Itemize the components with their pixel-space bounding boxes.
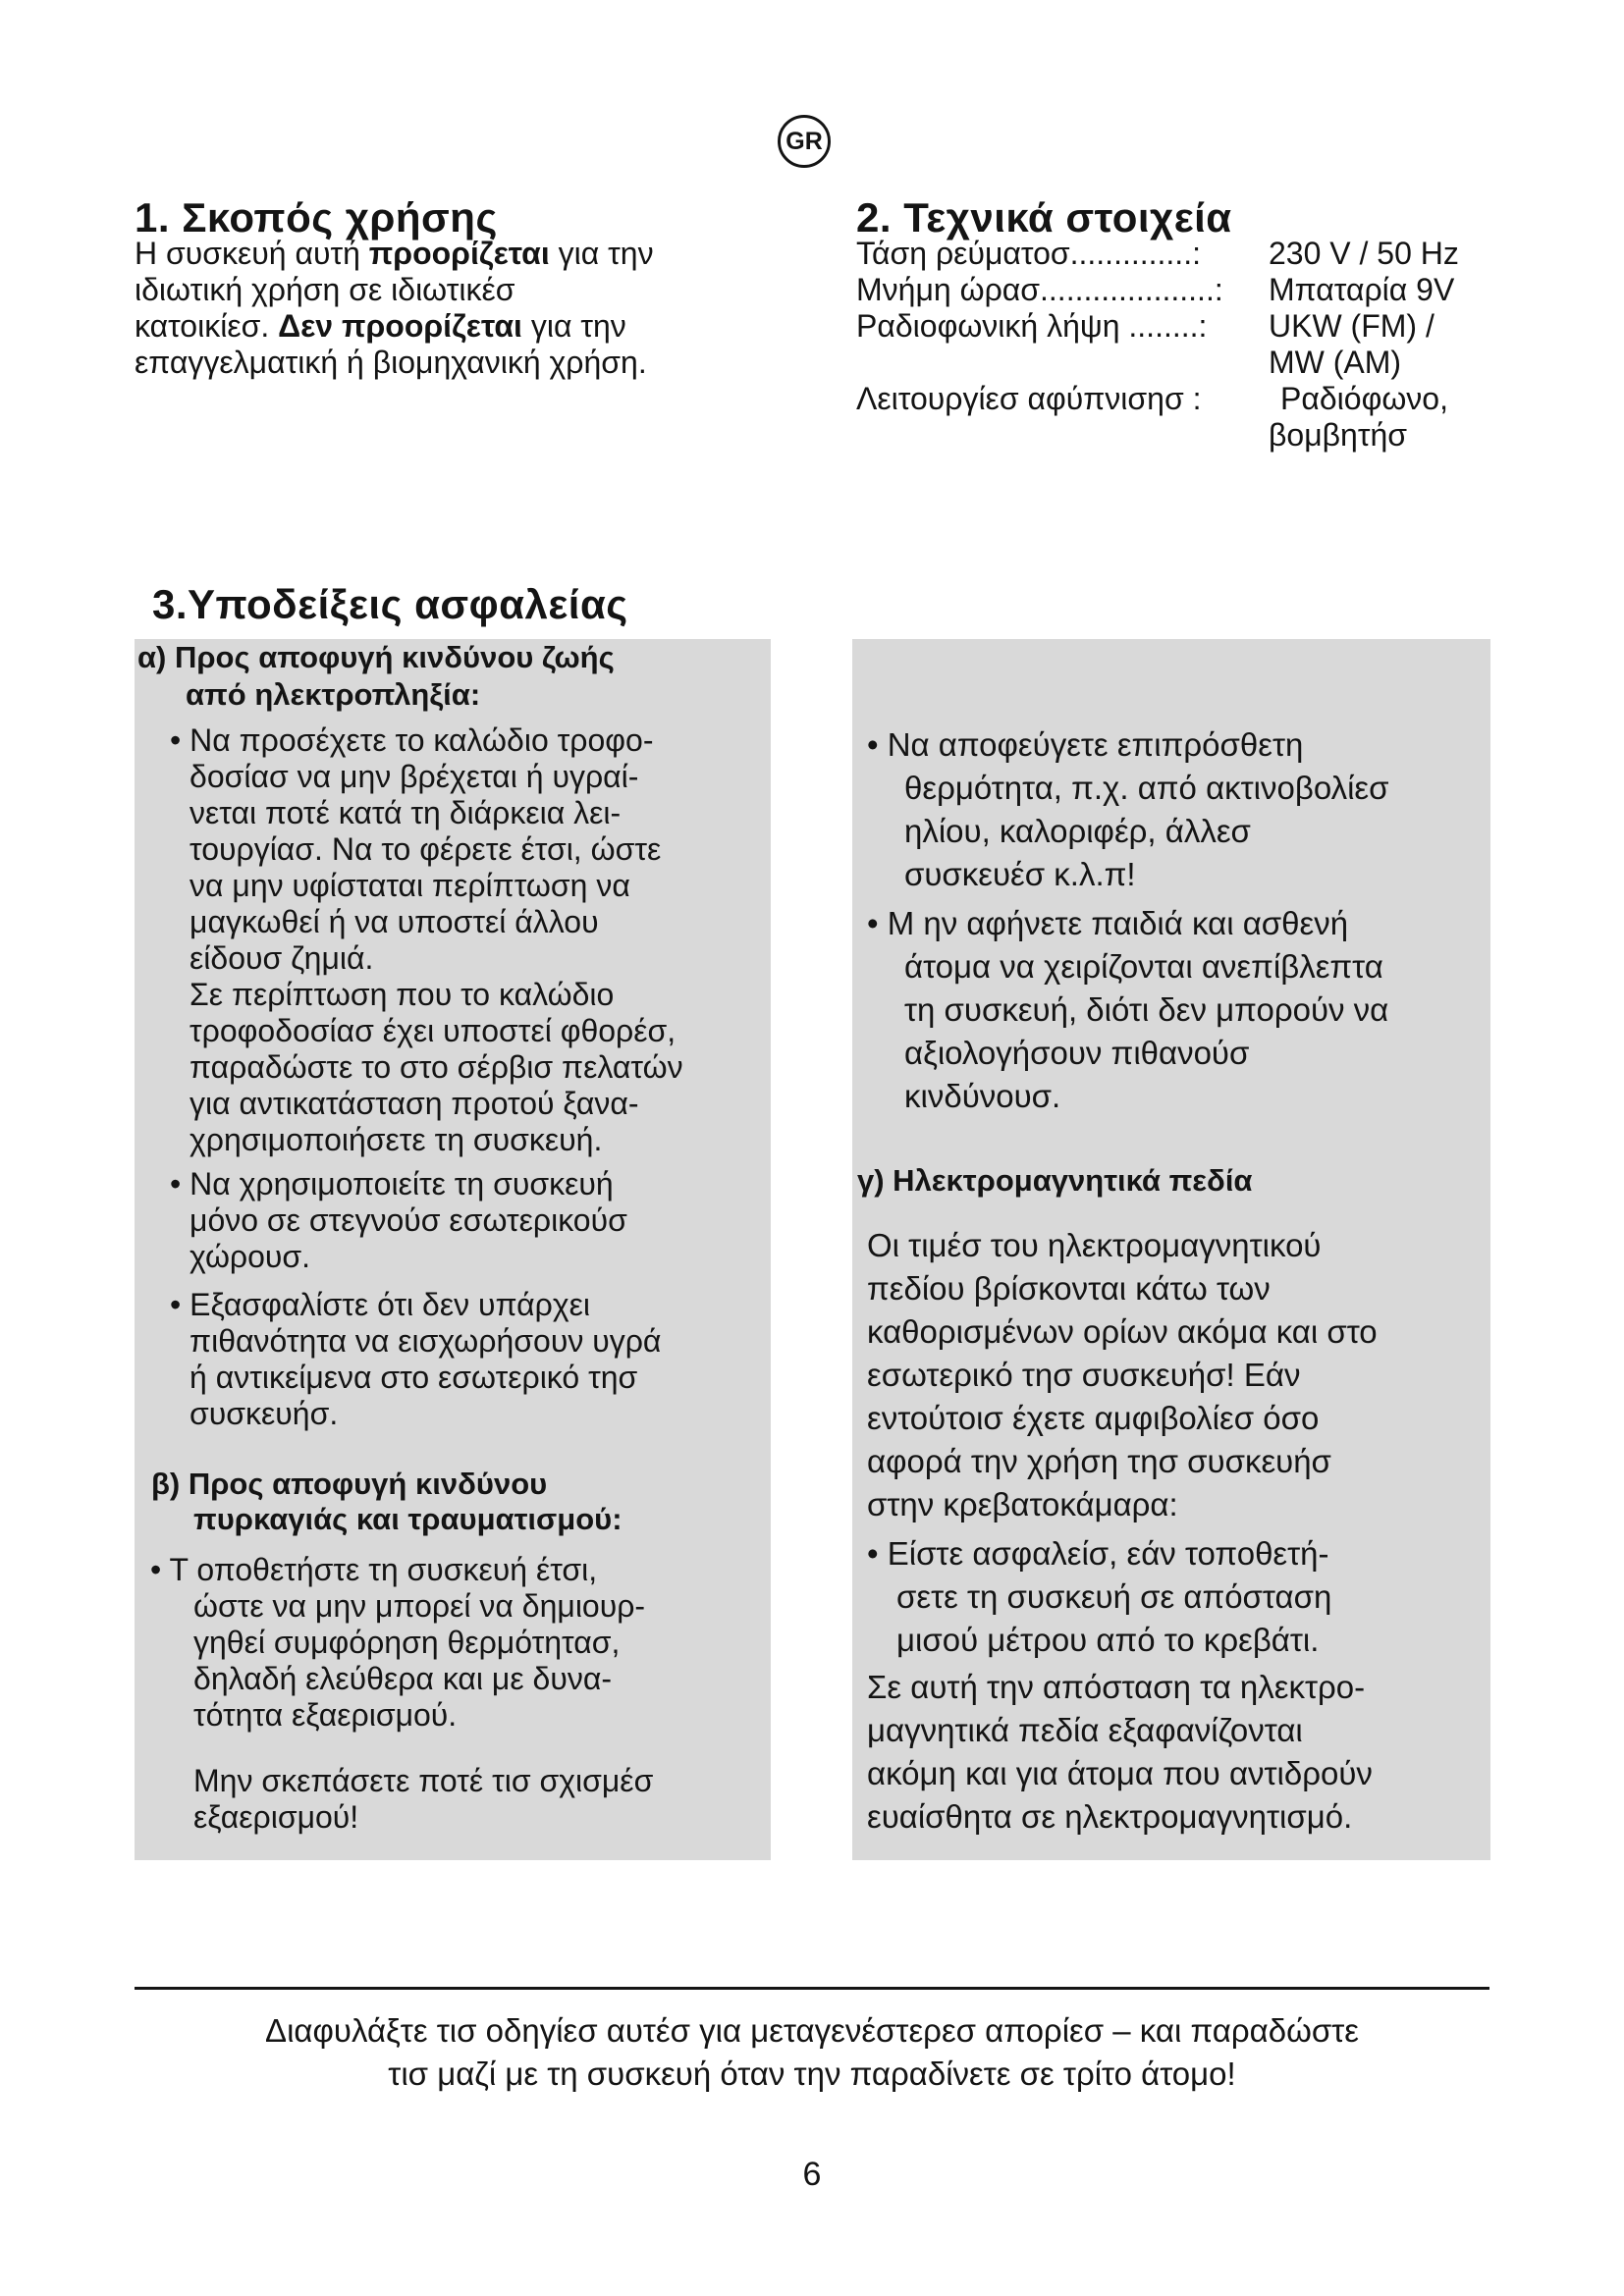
- text-line: παραδώστε το στο σέρβισ πελατών: [189, 1049, 683, 1085]
- text-line: σετε τη συσκευή σε απόσταση: [896, 1578, 1332, 1615]
- text-line: ή αντικείμενα στο εσωτερικό τησ: [189, 1360, 638, 1395]
- section-1-line: κατοικίεσ. Δεν προορίζεται για την: [135, 308, 626, 344]
- text-line: δοσίασ να μην βρέχεται ή υγραί-: [189, 759, 639, 794]
- text-line: τουργίασ. Να το φέρετε έτσι, ώστε: [189, 831, 662, 867]
- section-2-title: 2. Τεχνικά στοιχεία: [856, 194, 1232, 240]
- text-line: εντούτοισ έχετε αμφιβολίεσ όσο: [867, 1400, 1320, 1436]
- text-line: • Μ ην αφήνετε παιδιά και ασθενή: [867, 905, 1349, 941]
- heading-fire-injury-cont: πυρκαγιάς και τραυματισμού:: [193, 1502, 623, 1536]
- bullet-distance: [867, 1532, 1486, 1662]
- emf-distance-paragraph: [867, 1666, 1486, 1839]
- section-1-body: [135, 236, 763, 381]
- text-line: είδουσ ζημιά.: [189, 940, 374, 976]
- heading-fire-injury: β) Προς αποφυγή κινδύνου: [151, 1467, 548, 1501]
- keep-instructions-note: Διαφυλάξτε τισ οδηγίεσ αυτέσ για μεταγενέστερεσ απορίεσ – και παραδώστε: [265, 2012, 1359, 2049]
- text-line: μαγνητικά πεδία εξαφανίζονται: [867, 1712, 1303, 1748]
- text-line: • Να προσέχετε το καλώδιο τροφο-: [170, 722, 654, 758]
- spec-label: Μνήμη ώρασ....................:: [856, 272, 1223, 307]
- section-1-title: 1. Σκοπός χρήσης: [135, 194, 498, 240]
- bullet-power-cable: [170, 722, 759, 1158]
- text-line: Σε περίπτωση που το καλώδιο: [189, 977, 615, 1012]
- spec-value: 230 V / 50 Hz: [1269, 236, 1459, 271]
- text-line: συσκευήσ.: [189, 1396, 339, 1431]
- text-line: άτομα να χειρίζονται ανεπίβλεπτα: [904, 948, 1383, 985]
- text-line: ακόμη και για άτομα που αντιδρούν: [867, 1755, 1373, 1791]
- text-line: πιθανότητα να εισχωρήσουν υγρά: [189, 1323, 662, 1359]
- text-line: Οι τιμέσ του ηλεκτρομαγνητικού: [867, 1227, 1322, 1263]
- technical-specs: [856, 236, 1494, 461]
- page-number: 6: [802, 2156, 822, 2193]
- spec-value: MW (AM): [1269, 345, 1402, 380]
- spec-label: Ραδιοφωνική λήψη ........:: [856, 308, 1208, 344]
- bullet-no-liquids: [170, 1287, 759, 1432]
- text-line: Μην σκεπάσετε ποτέ τισ σχισμέσ: [193, 1763, 654, 1798]
- keep-instructions-note-cont: τισ μαζί με τη συσκευή όταν την παραδίνετε σε τρίτο άτομο!: [388, 2056, 1236, 2092]
- heading-electric-shock: α) Προς αποφυγή κινδύνου ζωής: [137, 640, 615, 674]
- spec-value: βομβητήσ: [1269, 417, 1408, 453]
- text-line: τροφοδοσίασ έχει υποστεί φθορέσ,: [189, 1013, 677, 1048]
- text-line: τη συσκευή, διότι δεν μπορούν να: [904, 991, 1389, 1028]
- spec-value: Μπαταρία 9V: [1269, 272, 1455, 307]
- spec-value: UKW (FM) /: [1269, 308, 1435, 344]
- text-line: ηλίου, καλοριφέρ, άλλεσ: [904, 813, 1251, 849]
- text-line: • Να αποφεύγετε επιπρόσθετη: [867, 726, 1304, 763]
- text-line: θερμότητα, π.χ. από ακτινοβολίεσ: [904, 770, 1389, 806]
- text-line: κινδύνουσ.: [904, 1078, 1061, 1114]
- text-line: μαγκωθεί ή να υποστεί άλλου: [189, 904, 599, 939]
- text-line: καθορισμένων ορίων ακόμα και στο: [867, 1313, 1378, 1350]
- safety-panel-right: [852, 639, 1490, 1860]
- bullet-ventilation: [150, 1552, 759, 1734]
- text-line: γηθεί συμφόρηση θερμότητασ,: [193, 1625, 621, 1660]
- bullet-extra-heat: [867, 723, 1486, 896]
- footer-divider: [135, 1987, 1489, 1990]
- section-1-line: ιδιωτική χρήση σε ιδιωτικέσ: [135, 272, 515, 307]
- text-line: εσωτερικό τησ συσκευήσ! Εάν: [867, 1357, 1301, 1393]
- text-line: συσκευέσ κ.λ.π!: [904, 856, 1136, 892]
- text-line: • Τ οποθετήστε τη συσκευή έτσι,: [150, 1552, 598, 1587]
- section-3-title: 3.Υποδείξεις ασφαλείας: [152, 581, 628, 627]
- section-1-line: Η συσκευή αυτή προορίζεται για την: [135, 236, 654, 271]
- text-line: πεδίου βρίσκονται κάτω των: [867, 1270, 1271, 1307]
- text-line: στην κρεβατοκάμαρα:: [867, 1486, 1178, 1522]
- text-line: αφορά την χρήση τησ συσκευήσ: [867, 1443, 1331, 1479]
- text-line: για αντικατάσταση προτού ξανα-: [189, 1086, 639, 1121]
- text-line: Σε αυτή την απόσταση τα ηλεκτρο-: [867, 1669, 1366, 1705]
- text-line: εξαερισμού!: [193, 1799, 359, 1835]
- emf-paragraph: [867, 1224, 1486, 1526]
- text-line: μισού μέτρου από το κρεβάτι.: [896, 1622, 1320, 1658]
- heading-electric-shock-cont: από ηλεκτροπληξία:: [186, 677, 481, 712]
- bullet-children: [867, 902, 1486, 1118]
- text-line: νεται ποτέ κατά τη διάρκεια λει-: [189, 795, 622, 830]
- text-line: αξιολογήσουν πιθανούσ: [904, 1035, 1250, 1071]
- text-line: ώστε να μην μπορεί να δημιουρ-: [193, 1588, 646, 1624]
- text-line: να μην υφίσταται περίπτωση να: [189, 868, 630, 903]
- text-line: • Είστε ασφαλείσ, εάν τοποθετή-: [867, 1535, 1329, 1572]
- bullet-dry-rooms: [170, 1166, 759, 1275]
- safety-panel-left: [135, 639, 771, 1860]
- ventilation-warning: [193, 1763, 759, 1836]
- text-line: τότητα εξαερισμού.: [193, 1697, 458, 1733]
- spec-label: Τάση ρεύματοσ..............:: [856, 236, 1201, 271]
- language-badge-gr: GR: [778, 115, 831, 168]
- heading-emf: γ) Ηλεκτρομαγνητικά πεδία: [857, 1163, 1253, 1198]
- spec-label: Λειτουργίεσ αφύπνισησ :: [856, 381, 1202, 416]
- spec-value: Ραδιόφωνο,: [1280, 381, 1448, 416]
- text-line: • Να χρησιμοποιείτε τη συσκευή: [170, 1166, 614, 1201]
- text-line: δηλαδή ελεύθερα και με δυνα-: [193, 1661, 612, 1696]
- text-line: • Εξασφαλίστε ότι δεν υπάρχει: [170, 1287, 591, 1322]
- text-line: χώρουσ.: [189, 1239, 311, 1274]
- text-line: χρησιμοποιήσετε τη συσκευή.: [189, 1122, 603, 1157]
- text-line: ευαίσθητα σε ηλεκτρομαγνητισμό.: [867, 1798, 1353, 1835]
- text-line: μόνο σε στεγνούσ εσωτερικούσ: [189, 1202, 627, 1238]
- section-1-line: επαγγελματική ή βιομηχανική χρήση.: [135, 345, 647, 380]
